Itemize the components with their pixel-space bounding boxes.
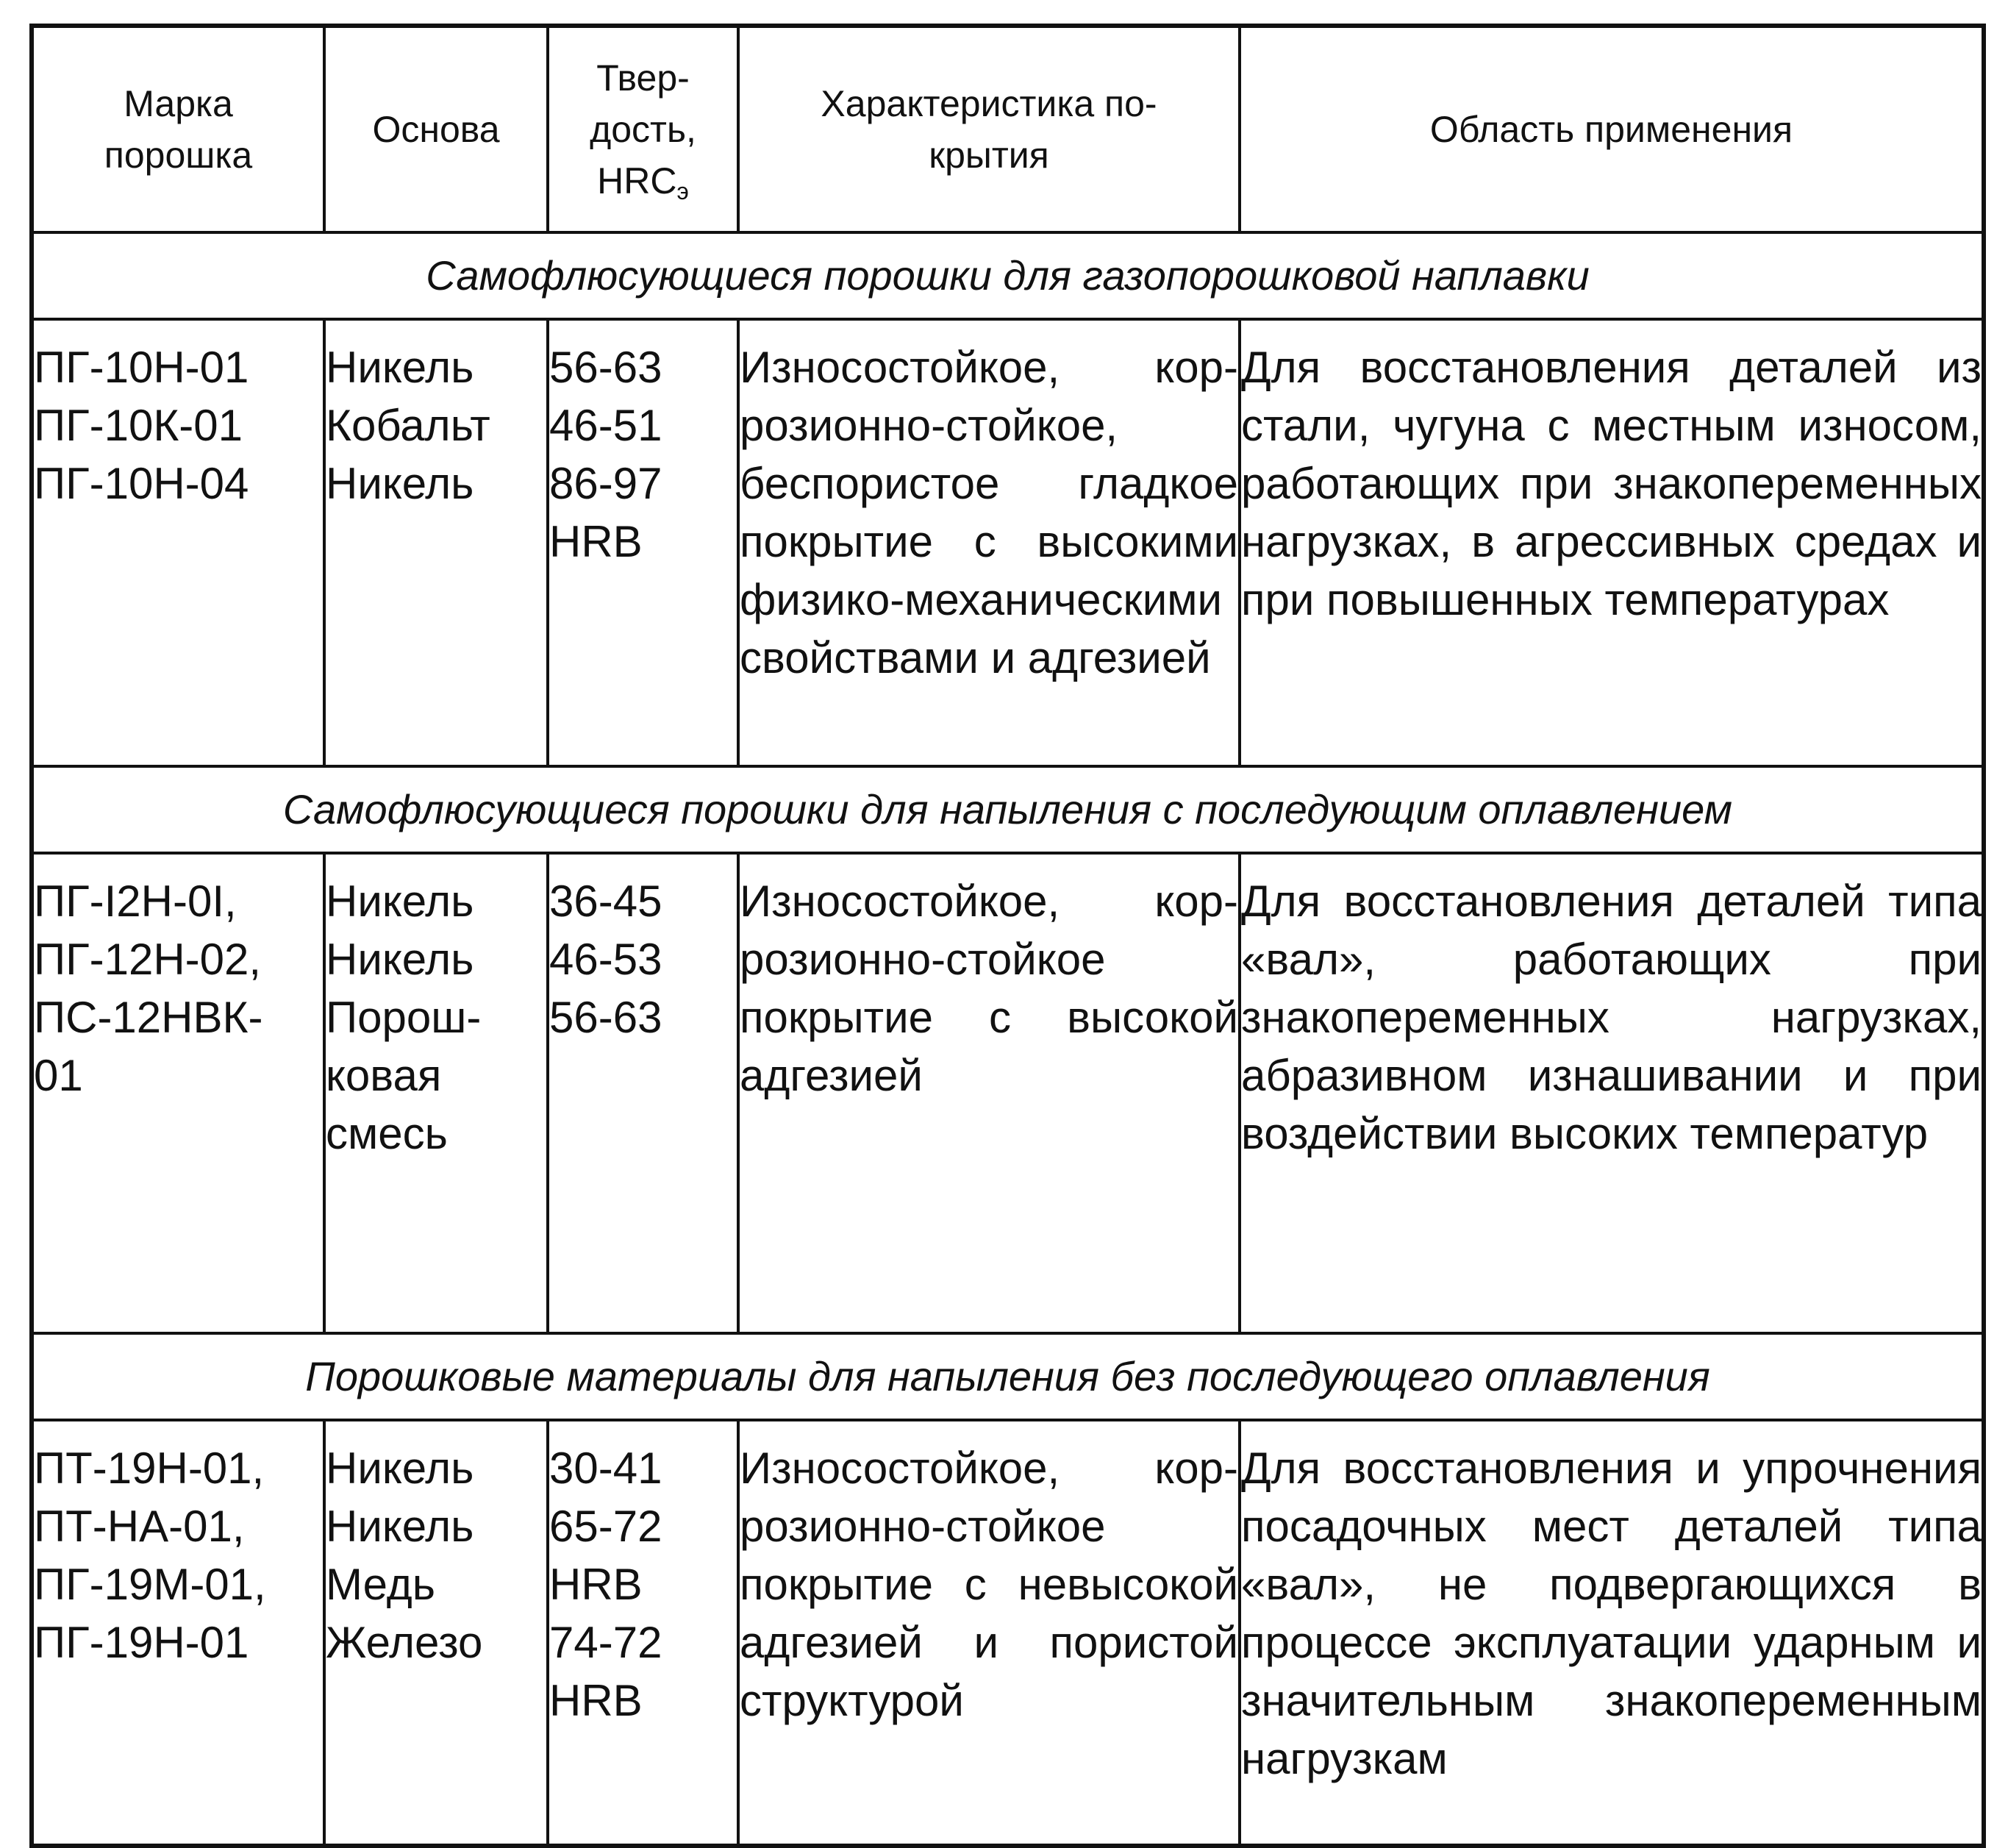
- powder-spec-table: [29, 24, 1986, 1848]
- hrc-unit: $HRC_э$: [597, 160, 689, 204]
- section-title: Самофлюсующиеся порошки для газопорошковой наплавки: [32, 232, 1984, 319]
- header-application-area: Область применения: [1240, 26, 1984, 232]
- hardness-cell: 56-63 46-51 86-97 HRB: [548, 319, 738, 766]
- header-base: Основа: [324, 26, 548, 232]
- section-row: [32, 232, 1984, 319]
- hardness-cell: 36-45 46-53 56-63: [548, 853, 738, 1333]
- base-cell: Никель Кобальт Никель: [324, 319, 548, 766]
- table-row: [32, 1420, 1984, 1846]
- hardness-cell: 30-41 65-72 HRB 74-72 HRB: [548, 1420, 738, 1846]
- section-title: Самофлюсующиеся порошки для напыления с последующим оплавлением: [32, 766, 1984, 853]
- application-cell: Для восстановления деталей из стали, чугуна с местным износом, работающих при знакопеременных нагрузках, в агрессивных средах и при повышенных температурах: [1240, 319, 1984, 766]
- table-header-row: [32, 26, 1984, 232]
- header-coating-characteristic: Характеристика по- крытия: [738, 26, 1240, 232]
- powder-grades-cell: ПГ-I2Н-0I, ПГ-12Н-02, ПС-12НВК- 01: [32, 853, 324, 1333]
- section-row: [32, 1333, 1984, 1420]
- characteristic-cell: Износостойкое, коррозионно-стойкое, беспористое гладкое покрытие с высокими физико-механическими свойствами и адгезией: [738, 319, 1240, 766]
- application-cell: Для восстановления и упрочнения посадочных мест деталей типа «вал», не подвергающихся в процессе эксплуатации ударным и значительным знакопеременным нагрузкам: [1240, 1420, 1984, 1846]
- table-row: [32, 319, 1984, 766]
- application-cell: Для восстановления деталей типа «вал», работающих при знакопеременных нагрузках, абразивном изнашивании и при воздействии высоких температур: [1240, 853, 1984, 1333]
- characteristic-cell: Износостойкое, коррозионно-стойкое покрытие с высокой адгезией: [738, 853, 1240, 1333]
- powder-grades-cell: ПТ-19Н-01, ПТ-НА-01, ПГ-19М-01, ПГ-19Н-01: [32, 1420, 324, 1846]
- section-title: Порошковые материалы для напыления без последующего оплавления: [32, 1333, 1984, 1420]
- section-row: [32, 766, 1984, 853]
- powder-grades-cell: ПГ-10Н-01 ПГ-10К-01 ПГ-10Н-04: [32, 319, 324, 766]
- header-hardness: Твер- дость, $HRC_э$: [548, 26, 738, 232]
- table-row: [32, 853, 1984, 1333]
- base-cell: Никель Никель Медь Железо: [324, 1420, 548, 1846]
- document-page: [29, 24, 1982, 1848]
- characteristic-cell: Износостойкое, коррозионно-стойкое покрытие с невысокой адгезией и пористой структурой: [738, 1420, 1240, 1846]
- header-powder-grade: Марка порошка: [32, 26, 324, 232]
- base-cell: Никель Никель Порош- ковая смесь: [324, 853, 548, 1333]
